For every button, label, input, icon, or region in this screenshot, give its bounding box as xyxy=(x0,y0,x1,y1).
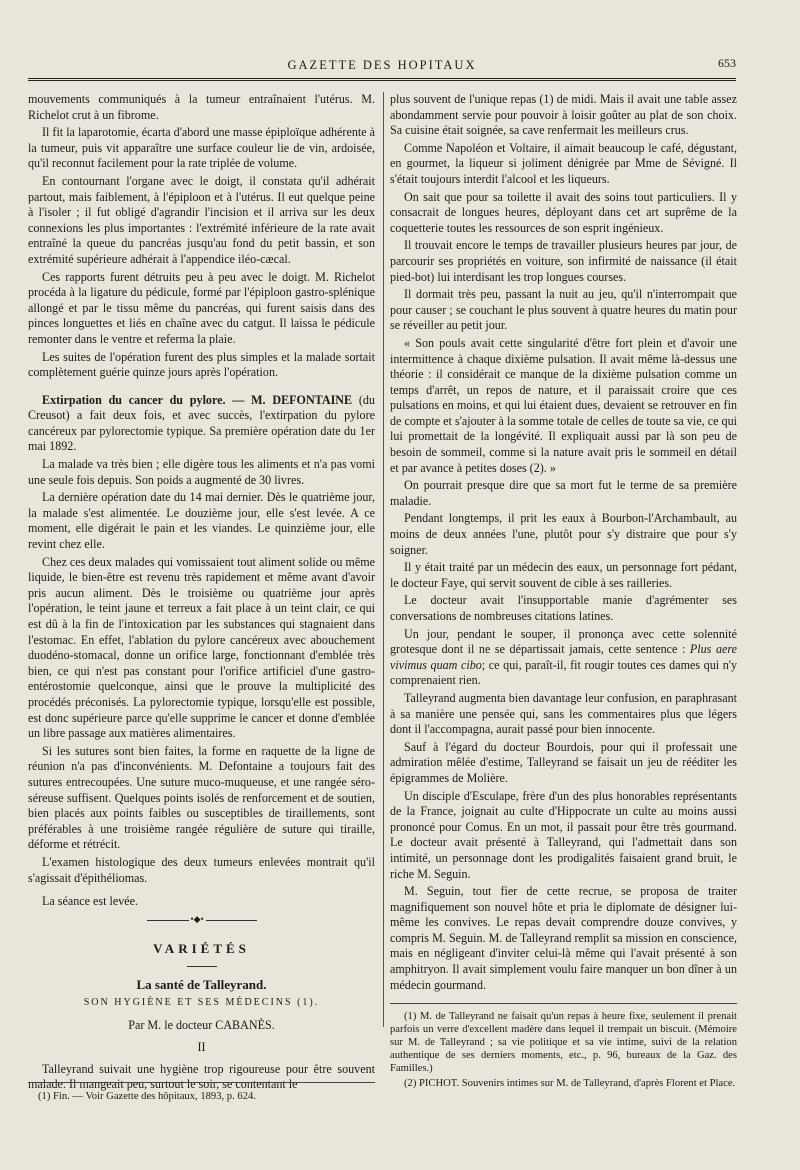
paragraph: Comme Napoléon et Voltaire, il aimait beaucoup le café, dégustant, en gourmet, la liqueur si joliment dénigrée par Mme de Sévigné. Il s'était toujours interdit l'alcool et les liqueurs. xyxy=(390,140,737,186)
paragraph xyxy=(390,627,737,689)
footnote-rule-right xyxy=(390,1003,737,1004)
paragraph: mouvements communiqués à la tumeur entraînaient l'utérus. M. Richelot crut à un fibrome. xyxy=(28,92,375,122)
paragraph: Sauf à l'égard du docteur Bourdois, pour qui il professait une admiration mêlée d'estime, Talleyrand se faisait un jeu de rééditer les épigrammes de Molière. xyxy=(390,739,737,785)
paragraph: On sait que pour sa toilette il avait des soins tout particuliers. Il y consacrait de longues heures, déployant dans cet art suprême de la coquetterie toutes les ressources de son esprit ingénieux. xyxy=(390,189,737,235)
section-numeral: II xyxy=(197,1040,206,1055)
journal-title: GAZETTE DES HOPITAUX xyxy=(287,58,477,72)
header-rule xyxy=(28,78,736,81)
left-column xyxy=(28,92,375,1095)
right-column xyxy=(390,92,737,1092)
paragraph: Talleyrand suivait une hygiène trop rigoureuse pour être souvent malade. Il mangeait peu, surtout le soir, se contentant le xyxy=(28,1061,375,1092)
article-subtitle: SON HYGIÈNE ET SES MÉDECINS (1). xyxy=(83,996,320,1008)
paragraph: On pourrait presque dire que sa mort fut le terme de sa première maladie. xyxy=(390,478,737,508)
closing-line: La séance est levée. xyxy=(42,894,139,909)
section-intro xyxy=(28,393,375,455)
paragraph: Les suites de l'opération furent des plus simples et la malade sortait complètement guérie quinze jours après l'opération. xyxy=(28,349,375,380)
ornament-divider xyxy=(147,920,257,921)
paragraph: Un disciple d'Esculape, frère d'un des plus honorables représentants de la France, joignait au culte d'Hippocrate un culte au moins aussi prononcé pour Comus. En un mot, il passait pour être très gourmand. Le docteur avait présenté à Talleyrand, qui l'admettait dans son intimité, un personnage dont les prodigalités faisaient grand bruit, le riche M. Seguin. xyxy=(390,788,737,881)
article-title: La santé de Talleyrand. xyxy=(136,977,267,993)
footnote-1: (1) M. de Talleyrand ne faisait qu'un repas à heure fixe, seulement il prenait parfois un verre d'excellent madère dans lequel il trempait un biscuit. (Mémoire sur M. de Talleyrand ; sa vie politique et sa vie intime, suivi de la relation authentique de ses derniers moments, etc., p. 96, bureaux de la Gaz. des Familles.) xyxy=(390,1011,737,1075)
footnote-left: (1) Fin. — Voir Gazette des hôpitaux, 1893, p. 624. xyxy=(38,1091,256,1102)
paragraph: Pendant longtemps, il prit les eaux à Bourbon-l'Archambault, au moins de deux années l'une, plutôt pour s'y distraire que pour s'y soigner. xyxy=(390,511,737,557)
section-title: Extirpation du cancer du pylore. xyxy=(42,392,226,407)
paragraph: La dernière opération date du 14 mai dernier. Dès le quatrième jour, la malade s'est alimentée. Le douzième jour, elle s'est levée. A ce moment, elle digérait le pain et les viandes. Le quinzième jour, elle revint chez elle. xyxy=(28,490,375,552)
page-number: 653 xyxy=(718,56,736,70)
paragraph: plus souvent de l'unique repas (1) de midi. Mais il avait une table assez abondamment servie pour pouvoir à loisir goûter au plat de son choix. Sa cuisine était soignée, sa cave renfermait les meilleurs crus. xyxy=(390,92,737,138)
paragraph: Il fit la laparotomie, écarta d'abord une masse épiploïque adhérente à la tumeur, puis vit apparaître une surface couleur lie de vin, ardoisée, qu'il reconnut facilement pour la rate triplée de volume. xyxy=(28,125,375,171)
page-header xyxy=(28,58,736,76)
section-author: — M. DEFONTAINE xyxy=(232,392,353,407)
text-run: Un jour, pendant le souper, il prononça avec cette solennité grotesque dont il ne se départissait jamais, cette sentence : xyxy=(390,626,737,657)
paragraph: La malade va très bien ; elle digère tous les aliments et n'a pas vomi une seule fois depuis. Son poids a augmenté de 30 livres. xyxy=(28,457,375,487)
footnote-2: (2) PICHOT. Souvenirs intimes sur M. de Talleyrand, d'après Florent et Place. xyxy=(404,1078,736,1090)
short-rule xyxy=(187,966,217,967)
text-run: ; ce qui, paraît-il, fit rougir toutes ces dames qui n'y comprenaient rien. xyxy=(390,657,737,688)
paragraph: Si les sutures sont bien faites, la forme en raquette de la ligne de réunion n'a pas d'inconvénients. M. Defontaine a toujours fait des sutures entrecoupées. Une suture muco-muqueuse, et une rangée séro-séreuse suffisent. Quelques points isolés de renforcement et de soutien, bien placés aux points faibles ou susceptibles de tiraillements, sont préférables à une troisième rangée régulière de suture qui tiraille, déforme et rétrécit. xyxy=(28,743,375,852)
article-byline: Par M. le docteur CABANÈS. xyxy=(128,1018,275,1033)
latin-quote: Plus aere vivimus quam cibo xyxy=(390,642,737,672)
section-body: (du Creusot) a fait deux fois, et avec succès, l'extirpation du pylore cancéreux par pylorectomie typique. Sa première opération date du 1er mai 1892. xyxy=(28,392,375,454)
paragraph: Talleyrand augmenta bien davantage leur confusion, en paraphrasant à sa manière une pensée qui, sans les commentaires plus que légers dont il l'accompagna, aurait passé pour bien innocente. xyxy=(390,690,737,737)
paragraph: Il trouvait encore le temps de travailler plusieurs heures par jour, de parcourir ses propriétés en voiture, son infirmité de naissance (il était pied-bot) lui interdisant les trop longues courses. xyxy=(390,238,737,284)
paragraph: Chez ces deux malades qui vomissaient tout aliment solide ou même liquide, le bien-être est revenu très rapidement et même avant d'avoir pris aucun aliment. Dès le troisième ou quatrième jour après l'opération, le teint jaune et terreux a fait place à un teint clair, ce qui est dû à la fin de l'intoxication par les substances qui stagnaient dans l'estomac. En effet, l'ablation du pylore cancéreux avec abouchement duodéno-stomacal, donne un orifice large, fonctionnant d'emblée très bien, ce qui n'est pas constant pour l'orifice artificiel d'une gastro-entérostomie quelconque, ainsi que le prouve la multiplicité des procédés préconisés. La pylorectomie typique, lorsqu'elle est possible, est donc supérieure parce qu'elle supprime le cancer et donne d'emblée un libre passage aux matières alimentaires. xyxy=(28,554,375,741)
footnote-rule-left xyxy=(28,1082,375,1083)
paragraph: En contournant l'organe avec le doigt, il constata qu'il adhérait partout, mais faiblement, à l'épiploon et à l'utérus. Il eut quelque peine à l'isoler ; il fut obligé d'agrandir l'incision et il arriva sur les deux connexions les plus importantes : l'extrémité inférieure de la rate avait entraîné la queue du pancréas jusqu'au fond du petit bassin, et son extrémité supérieure adhérait à l'appendice iléo-cæcal. xyxy=(28,173,375,266)
paragraph: Le docteur avait l'insupportable manie d'agrémenter ses conversations de nombreuses citations latines. xyxy=(390,593,737,623)
paragraph: « Son pouls avait cette singularité d'être fort plein et d'avoir une intermittence à chaque dixième pulsation. Il avait même là-dessus une théorie : il considérait ce manque de la dixième pulsation comme un temps d'arrêt, un repos de nature, et il paraissait croire que ces pulsations en moins, et qui lui étaient dues, devaient se retrouver en fin de compte et s'ajouter à la somme totale de celles de toute sa vie, ce qui lui promettait de la longévité. Il expliquait aussi par là son peu de besoin de sommeil, comme si la nature avait pris le sommeil en détail et par avance à petites doses (2). » xyxy=(390,335,737,475)
varietes-heading: VARIÉTÉS xyxy=(153,940,250,956)
column-divider xyxy=(383,92,384,1027)
paragraph: Il y était traité par un médecin des eaux, un personnage fort pédant, le docteur Faye, qui servit souvent de cible à ses railleries. xyxy=(390,560,737,590)
paragraph: L'examen histologique des deux tumeurs enlevées montrait qu'il s'agissait d'épithéliomas. xyxy=(28,854,375,885)
paragraph: M. Seguin, tout fier de cette recrue, se proposa de traiter magnifiquement son nouvel hôte et pria le diplomate de désigner lui-même les convives. Le repas devait comprendre douze convives, y compris M. Seguin. M. de Talleyrand remplit sa mission en conscience, mais en négligeant d'inviter celui-là même qui l'avait présenté à son amphitryon. Il avait simplement voulu faire manquer un bon dîner à un médecin gourmand. xyxy=(390,884,737,992)
paragraph: Il dormait très peu, passant la nuit au jeu, qu'il n'interrompait que pour causer ; se couchant le plus souvent à quatre heures du matin pour se réveiller au petit jour. xyxy=(390,287,737,333)
paragraph: Ces rapports furent détruits peu à peu avec le doigt. M. Richelot procéda à la ligature du pédicule, formé par l'épiploon gastro-splénique allongé et par le tissu même du pancréas, qui furent saisis dans des pinces longuettes et liés en chaîne avec du catgut. Il laissa le pédicule remonter dans le ventre et referma la plaie. xyxy=(28,269,375,346)
